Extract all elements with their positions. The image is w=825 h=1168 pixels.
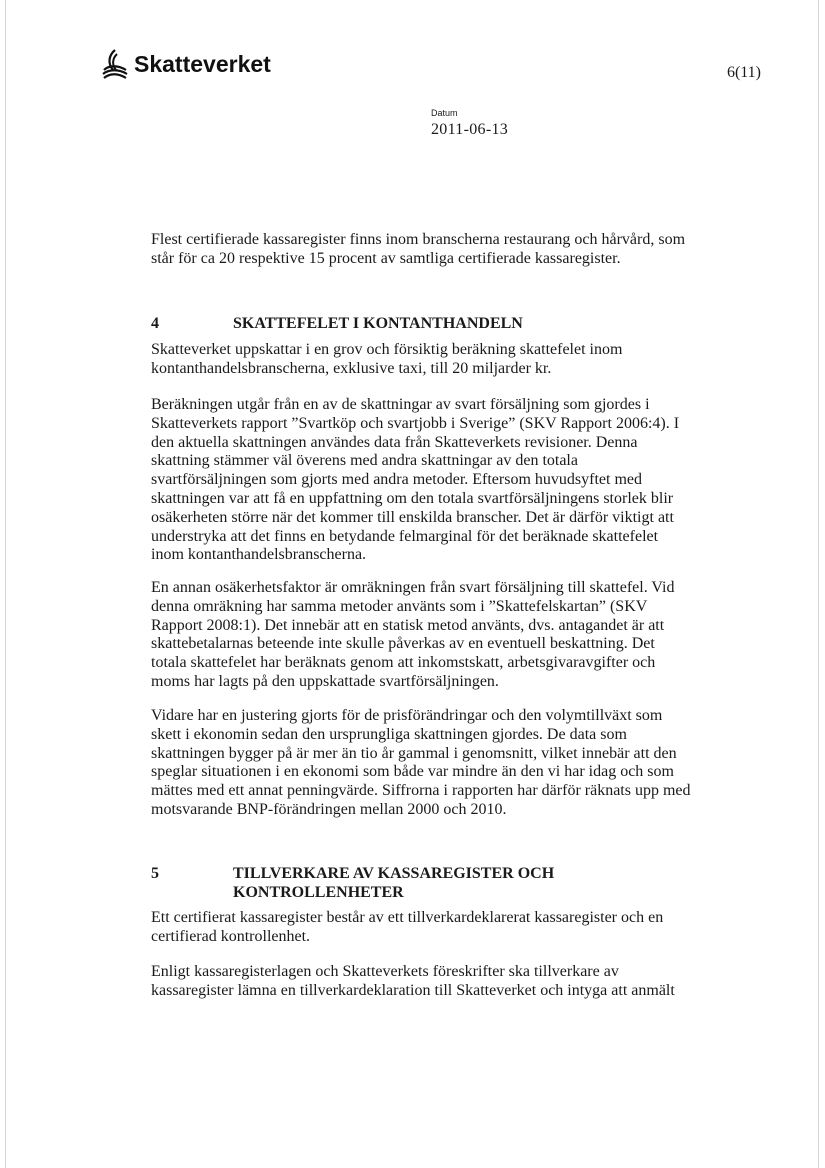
section-4-paragraph-4 xyxy=(151,707,691,820)
scan-margin-left xyxy=(5,0,6,1168)
section-5-paragraph-1 xyxy=(151,909,691,947)
crown-logo-icon xyxy=(100,48,130,80)
intro-paragraph xyxy=(151,231,691,269)
brand-name: Skatteverket xyxy=(134,51,271,77)
section-4-paragraph-3 xyxy=(151,579,691,692)
section-number: 5 xyxy=(151,865,159,882)
scan-margin-right xyxy=(818,0,819,1168)
section-title: SKATTEFELET I KONTANTHANDELN xyxy=(233,315,523,332)
paragraph-text: Enligt kassaregisterlagen och Skatteverkets föreskrifter ska tillverkare av kassaregister lämna en tillverkardeklaration till Skatteverket och intyga att anmält xyxy=(151,963,675,999)
section-5-paragraph-2 xyxy=(151,963,691,1001)
paragraph-text: Vidare har en justering gjorts för de prisförändringar och den volymtillväxt som skett i ekonomin sedan den ursprungliga skattningen gjordes. De data som skattningen bygger på är mer än tio år gammal i genomsnitt, vilket innebär att den speglar situationen i en ekonomi som både var mindre än den vi har idag och som mättes med ett annat penningvärde. Siffrorna i rapporten har därför räknats upp med motsvarande BNP-förändringen mellan 2000 och 2010. xyxy=(151,707,691,818)
paragraph-text: Beräkningen utgår från en av de skattningar av svart försäljning som gjordes i Skatteverkets rapport ”Svartköp och svartjobb i Sverige” (SKV Rapport 2006:4). I den aktuella skattningen användes data från Skatteverkets revisioner. Denna skattning stämmer väl överens med andra skattningar av den totala svartförsäljningen som gjorts med andra metoder. Eftersom huvudsyftet med skattningen var att få en uppfattning om den totala svartförsäljningens storlek blir osäkerheten större när det kommer till enskilda branscher. Det är därför viktigt att understryka att det finns en betydande felmarginal för det beräknade skattefelet inom kontanthandelsbranscherna. xyxy=(151,396,680,564)
section-4-paragraph-2 xyxy=(151,396,691,565)
skatteverket-logo xyxy=(100,48,271,80)
paragraph-text: Flest certifierade kassaregister finns inom branscherna restaurang och hårvård, som står för ca 20 respektive 15 procent av samtliga certifierade kassaregister. xyxy=(151,231,686,267)
section-title: TILLVERKARE AV KASSAREGISTER OCH KONTROLLENHETER xyxy=(233,865,555,901)
section-4-paragraph-1 xyxy=(151,341,691,379)
paragraph-text: En annan osäkerhetsfaktor är omräkningen från svart försäljning till skattefel. Vid denna omräkning har samma metoder använts som i ”Skattefelskartan” (SKV Rapport 2008:1). Det innebär att en statisk metod använts, dvs. antagandet är att skattebetalarnas beteende inte skulle påverkas av en eventuell beskattning. Det totala skattefelet har beräknats genom att inkomstskatt, arbetsgivaravgifter och moms har lagts på den uppskattade svartförsäljningen. xyxy=(151,579,675,690)
date-label: Datum xyxy=(431,108,458,118)
paragraph-text: Ett certifierat kassaregister består av ett tillverkardeklarerat kassaregister och en certifierad kontrollenhet. xyxy=(151,909,664,945)
page-number: 6(11) xyxy=(726,64,761,81)
date-value: 2011-06-13 xyxy=(431,121,509,138)
section-number: 4 xyxy=(151,315,159,332)
paragraph-text: Skatteverket uppskattar i en grov och försiktig beräkning skattefelet inom kontanthandelsbranscherna, exklusive taxi, till 20 miljarder kr. xyxy=(151,341,623,377)
